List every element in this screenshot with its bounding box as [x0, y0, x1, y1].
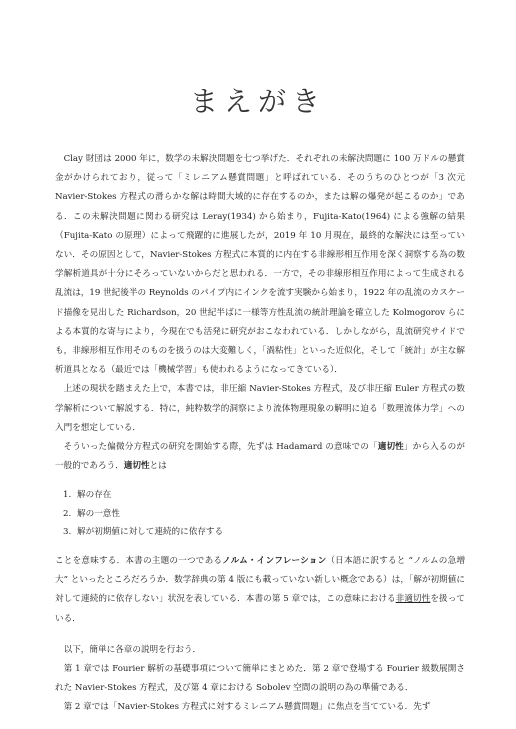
list-text: 解の存在 [77, 490, 112, 501]
term-norm-inflation: ノルム・インフレーション [222, 555, 327, 566]
paragraph-chapter-overview: 以下，簡単に各章の説明を行おう． [63, 644, 202, 655]
list-number: 2. [63, 508, 72, 519]
text-segment: そういった偏微分方程式の研究を開始する際，先ずは Hadamard の意味での「 [63, 442, 378, 453]
list-text: 解の一意性 [77, 508, 120, 519]
preface-body [55, 150, 465, 718]
text-segment: を扱っている． [55, 594, 465, 624]
paragraph-wellposedness [55, 438, 465, 476]
paragraph-intro: Clay 財団は 2000 年に，数学の未解決問題を七つ挙げた．それぞれの未解決問題に 100 万ドルの懸賞金がかけられており，従って「ミレニアム懸賞問題」と呼ばれている．そのうちのひとつが「3 次元 Navier-Stokes 方程式の滑らかな解は時間大域的に存在するのか，または解の爆発が起こるのか」である．この未解決問題に関わる研究は Leray(1934) から始まり，Fujita-Kato(1964) による強解の結果（Fujita-Kato の原理）によって飛躍的に進展したが，2019 年 10 月現在，最終的な解決には至っていない．その原因として，Navier-Stokes 方程式に本質的に内在する非線形相互作用を深く洞察する為の数学解析道具が十分にそろっていないからだと思われる．一方で，その非線形相互作用によって生成される乱流は，19 世紀後半の Reynolds のパイプ内にインクを流す実験から始まり，1922 年の乱流のカスケード描像を見出した Richardson，20 世紀半ばに一様等方性乱流の統計理論を確立した Kolmogorov らによる本質的な寄与により，今現在でも活発に研究がおこなわれている．しかしながら，乱流研究サイドでも，非線形相互作用そのものを扱うのは大変難しく，「渦粘性」といった近似化，そして「統計」が主な解析道具となる（最近では「機械学習」も使われるようになってきている）． [55, 154, 465, 376]
paragraph-scope: 上述の現状を踏まえた上で，本書では，非圧縮 Navier-Stokes 方程式，及び非圧縮 Euler 方程式の数学解析について解説する．特に，純粋数学的洞察により流体物理現象の解明に迫る「数理流体力学」への入門を想定している． [55, 384, 465, 433]
text-segment: 」から入るのが一般的であろう． [55, 442, 465, 472]
spacer [55, 629, 465, 641]
list-item [63, 486, 465, 505]
list-item [63, 523, 465, 542]
list-number: 3. [63, 527, 72, 538]
paragraph-chapter-1: 第 1 章では Fourier 解析の基礎事項について簡単にまとめた．第 2 章で登場する Fourier 級数展開された Navier-Stokes 方程式，及び第 4 章における Sobolev 空間の説明の為の準備である． [55, 663, 465, 694]
list-number: 1. [63, 490, 72, 501]
term-wellposedness-2: 適切性 [123, 461, 150, 472]
list-text: 解が初期値に対して連続的に依存する [77, 527, 224, 538]
page-title: まえがき [189, 85, 326, 118]
text-segment: ことを意味する．本書の主題の一つである [55, 555, 223, 566]
text-segment: （日本語に訳すると “ノルムの急増大” といったところだろうか．数学辞典の第 4 版にも載っていない新しい概念である）は，「解が初期値に対して連続的に依存しない」状況を表している．本書の第 5 章では，この意味における [55, 555, 465, 605]
wellposedness-conditions-list [63, 486, 465, 542]
list-item [63, 505, 465, 524]
paragraph-chapter-2: 第 2 章では「Navier-Stokes 方程式に対するミレニアム懸賞問題」に焦点を当てている．先ず [63, 702, 431, 713]
paragraph-norm-inflation [55, 552, 465, 629]
text-segment: とは [149, 461, 167, 472]
term-wellposedness: 適切性 [377, 442, 404, 453]
term-ill-posedness: 非適切性 [395, 594, 431, 605]
